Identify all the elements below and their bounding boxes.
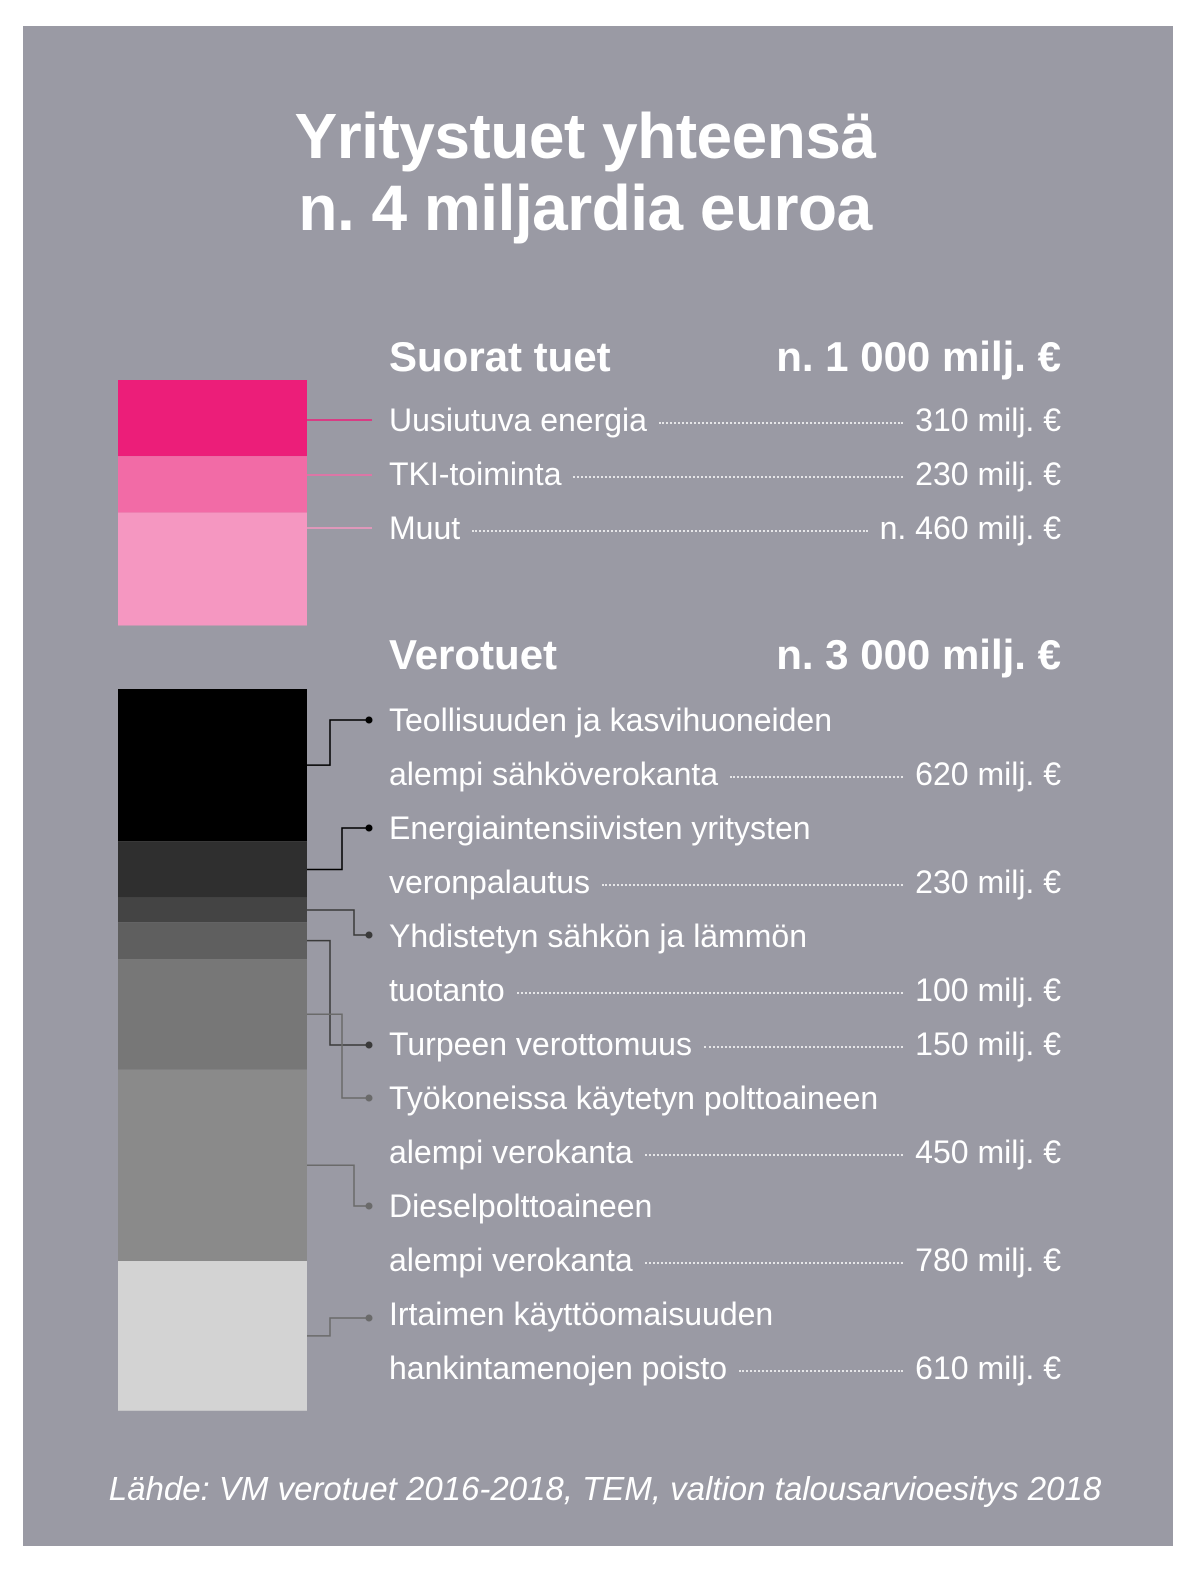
segment-value: 310 milj. € <box>915 401 1061 438</box>
segment-label-line2: alempi verokanta <box>389 1241 633 1278</box>
leader-dot <box>366 1095 373 1102</box>
segment-label: Muut <box>389 509 461 546</box>
segment-label-line1: Dieselpolttoaineen <box>389 1187 653 1224</box>
segment-value: n. 460 milj. € <box>879 509 1061 546</box>
bar-segment <box>118 922 307 959</box>
segment-label-line2: tuotanto <box>389 971 505 1008</box>
section-total-suorat: n. 1 000 milj. € <box>776 333 1061 380</box>
segment-label-line2: alempi sähköverokanta <box>389 755 719 792</box>
section-title-verotuet: Verotuet <box>389 631 558 678</box>
segment-value: 230 milj. € <box>915 863 1061 900</box>
segment-value: 100 milj. € <box>915 971 1061 1008</box>
segment-label: Uusiutuva energia <box>389 401 647 438</box>
segment-label-line2: alempi verokanta <box>389 1133 633 1170</box>
segment-label-line1: Yhdistetyn sähkön ja lämmön <box>389 917 807 954</box>
segment-label-line2: veronpalautus <box>389 863 591 900</box>
leader-dot <box>366 932 373 939</box>
leader-line <box>307 1165 369 1206</box>
section-title-suorat: Suorat tuet <box>389 333 611 380</box>
bar-segment <box>118 898 307 923</box>
leader-line <box>307 910 369 935</box>
leader-dot <box>366 717 373 724</box>
bar-segment <box>118 513 307 626</box>
leader-line <box>307 720 369 765</box>
title-line-2: n. 4 miljardia euroa <box>298 172 872 244</box>
segment-label-line1: Energiaintensiivisten yritysten <box>389 809 811 846</box>
segment-value: 230 milj. € <box>915 455 1061 492</box>
segment-label-line1: Työkoneissa käytetyn polttoaineen <box>389 1079 879 1116</box>
bar-segment <box>118 841 307 897</box>
bar-segment <box>118 456 307 512</box>
bar-segment <box>118 1070 307 1261</box>
segment-value: 150 milj. € <box>915 1025 1061 1062</box>
segment-label-line1: Turpeen verottomuus <box>389 1025 692 1062</box>
leader-dot <box>366 1042 373 1049</box>
segment-value: 620 milj. € <box>915 755 1061 792</box>
title-line-1: Yritystuet yhteensä <box>294 100 876 172</box>
leader-line <box>307 828 369 869</box>
leader-dot <box>366 825 373 832</box>
bar-segment <box>118 1261 307 1411</box>
leader-dot <box>366 1315 373 1322</box>
segment-label-line1: Irtaimen käyttöomaisuuden <box>389 1295 774 1332</box>
section-total-verotuet: n. 3 000 milj. € <box>776 631 1061 678</box>
bar-segment <box>118 959 307 1069</box>
segment-label: TKI-toiminta <box>389 455 562 492</box>
segment-value: 610 milj. € <box>915 1349 1061 1386</box>
segment-value: 780 milj. € <box>915 1241 1061 1278</box>
segment-label-line2: hankintamenojen poisto <box>389 1349 728 1386</box>
source-note: Lähde: VM verotuet 2016-2018, TEM, valtion talousarvioesitys 2018 <box>108 1470 1102 1507</box>
segment-label-line1: Teollisuuden ja kasvihuoneiden <box>389 701 832 738</box>
leader-line <box>307 941 369 1045</box>
leader-line <box>307 1014 369 1098</box>
segment-value: 450 milj. € <box>915 1133 1061 1170</box>
leader-line <box>307 1318 369 1336</box>
leader-dot <box>366 1203 373 1210</box>
bar-segment <box>118 380 307 456</box>
bar-segment <box>118 689 307 841</box>
